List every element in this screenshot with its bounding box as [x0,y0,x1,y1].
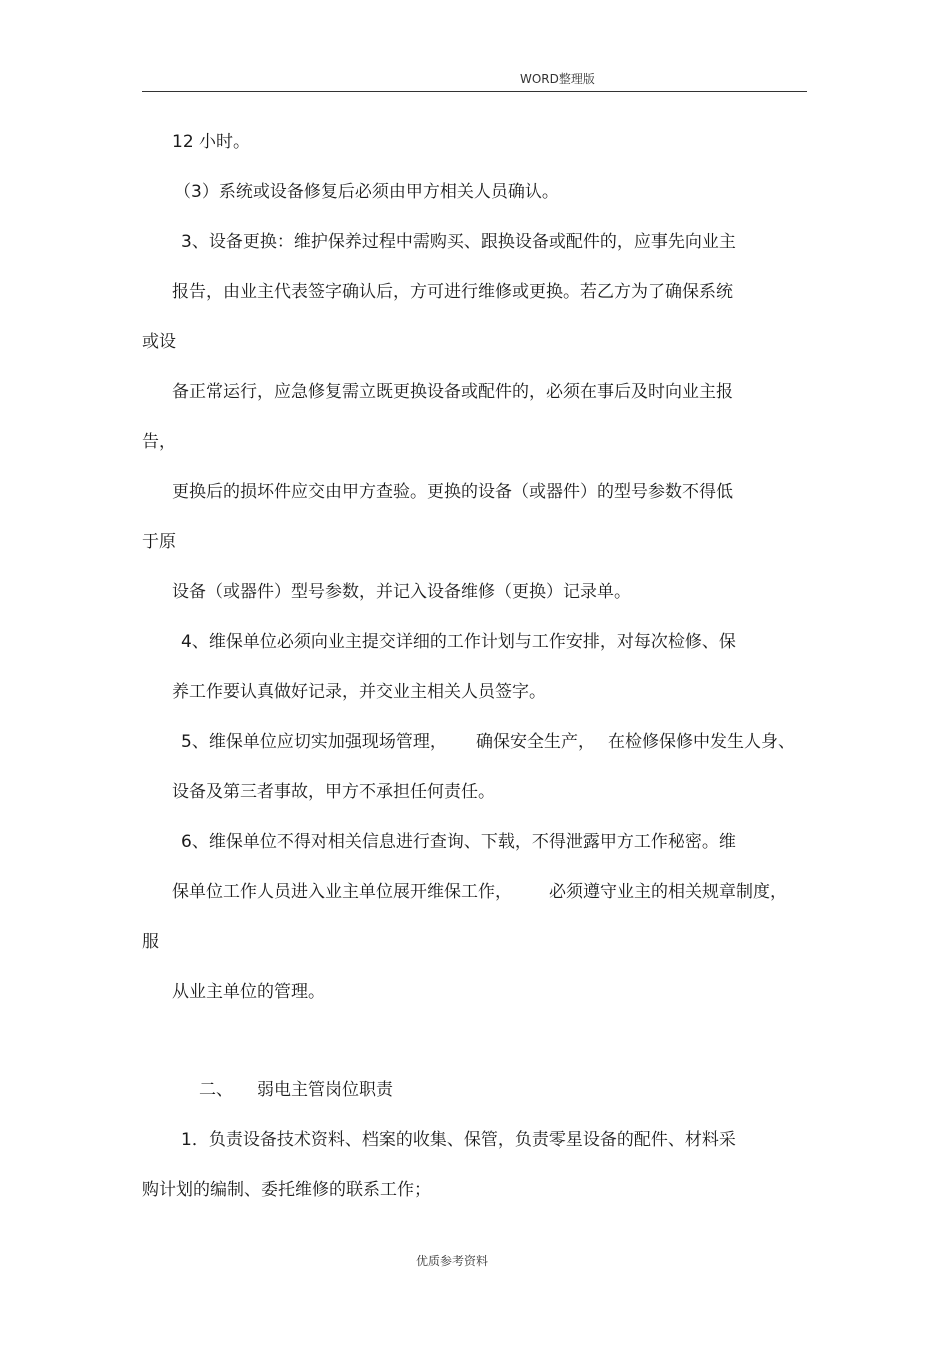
text-line-7: 告， [142,432,176,452]
text-line-3: 3、设备更换：维护保养过程中需购买、跟换设备或配件的，应事先向业主 [181,232,736,252]
text-line-19: 1．负责设备技术资料、档案的收集、保管，负责零星设备的配件、材料采 [181,1130,736,1150]
text-line-5: 或设 [142,332,176,352]
text-line-9: 于原 [142,532,176,552]
section-number: 二、 [199,1080,233,1100]
text-line-10: 设备（或器件）型号参数，并记入设备维修（更换）记录单。 [172,582,631,602]
text-line-4: 报告，由业主代表签字确认后，方可进行维修或更换。若乙方为了确保系统 [172,282,733,302]
text-line-2: （3）系统或设备修复后必须由甲方相关人员确认。 [174,182,559,202]
text-line-18: 从业主单位的管理。 [172,982,325,1002]
header-divider [142,91,807,92]
text-line-12: 养工作要认真做好记录，并交业主相关人员签字。 [172,682,546,702]
text-line-8: 更换后的损坏件应交由甲方查验。更换的设备（或器件）的型号参数不得低 [172,482,733,502]
text-line-13c: 在检修保修中发生人身、 [608,732,795,752]
text-line-14: 设备及第三者事故，甲方不承担任何责任。 [172,782,495,802]
page-footer-text: 优质参考资料 [416,1254,489,1268]
text-line-16a: 保单位工作人员进入业主单位展开维保工作， [172,882,512,902]
section-title: 弱电主管岗位职责 [257,1080,393,1100]
text-line-6: 备正常运行，应急修复需立既更换设备或配件的，必须在事后及时向业主报 [172,382,733,402]
text-line-15: 6、维保单位不得对相关信息进行查询、下载，不得泄露甲方工作秘密。维 [181,832,736,852]
text-line-11: 4、维保单位必须向业主提交详细的工作计划与工作安排，对每次检修、保 [181,632,736,652]
text-line-17: 服 [142,932,159,952]
text-line-16b: 必须遵守业主的相关规章制度， [549,882,787,902]
text-line-20: 购计划的编制、委托维修的联系工作； [142,1180,431,1200]
page-header-title: WORD整理版 [520,72,595,86]
text-line-1: 12 小时。 [172,132,251,152]
text-line-13a: 5、维保单位应切实加强现场管理， [181,732,447,752]
text-line-13b: 确保安全生产， [476,732,595,752]
